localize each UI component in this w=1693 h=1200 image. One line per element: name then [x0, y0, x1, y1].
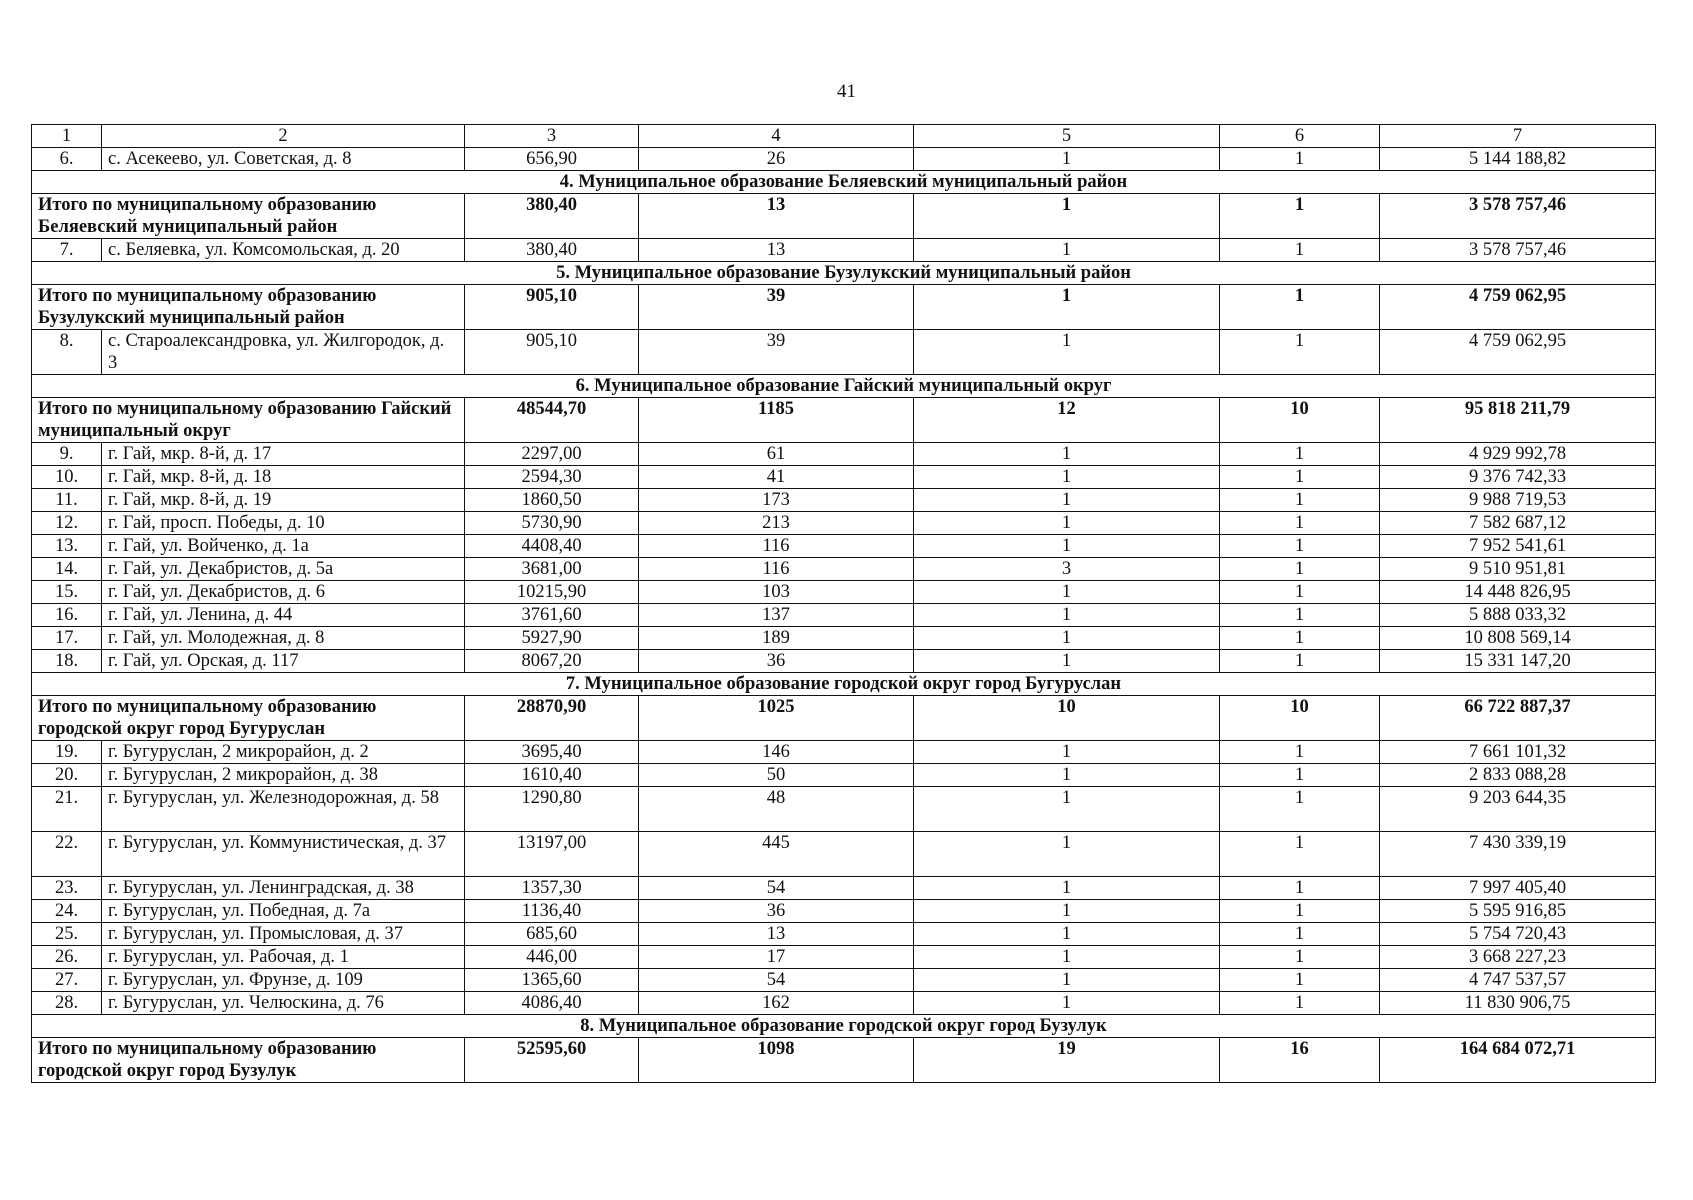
count-col4: 162 [639, 992, 914, 1015]
table-row [32, 900, 1656, 923]
area-value: 5927,90 [465, 627, 639, 650]
area-value: 10215,90 [465, 581, 639, 604]
table-row [32, 627, 1656, 650]
section-heading: 8. Муниципальное образование городской округ город Бузулук [32, 1015, 1656, 1038]
address: г. Бугуруслан, 2 микрорайон, д. 38 [102, 764, 465, 787]
count-col6: 1 [1220, 650, 1380, 673]
total-count-col6: 1 [1220, 285, 1380, 330]
table-row [32, 558, 1656, 581]
area-value: 3695,40 [465, 741, 639, 764]
cost-value: 5 754 720,43 [1380, 923, 1656, 946]
cost-value: 9 510 951,81 [1380, 558, 1656, 581]
row-number: 11. [32, 489, 102, 512]
address: г. Гай, ул. Ленина, д. 44 [102, 604, 465, 627]
table-row [32, 512, 1656, 535]
column-number: 4 [639, 125, 914, 148]
count-col5: 1 [914, 512, 1220, 535]
area-value: 905,10 [465, 330, 639, 375]
row-number: 21. [32, 787, 102, 832]
row-number: 23. [32, 877, 102, 900]
table-row [32, 787, 1656, 832]
area-value: 2297,00 [465, 443, 639, 466]
area-value: 380,40 [465, 239, 639, 262]
count-col5: 3 [914, 558, 1220, 581]
cost-value: 5 144 188,82 [1380, 148, 1656, 171]
address: г. Бугуруслан, ул. Ленинградская, д. 38 [102, 877, 465, 900]
count-col4: 213 [639, 512, 914, 535]
area-value: 3681,00 [465, 558, 639, 581]
count-col5: 1 [914, 787, 1220, 832]
column-number: 1 [32, 125, 102, 148]
count-col4: 39 [639, 330, 914, 375]
address: г. Гай, ул. Декабристов, д. 6 [102, 581, 465, 604]
table-row [32, 239, 1656, 262]
table-row [32, 650, 1656, 673]
row-number: 17. [32, 627, 102, 650]
address: г. Бугуруслан, ул. Челюскина, д. 76 [102, 992, 465, 1015]
row-number: 22. [32, 832, 102, 877]
total-count-col6: 1 [1220, 194, 1380, 239]
count-col6: 1 [1220, 466, 1380, 489]
count-col4: 13 [639, 923, 914, 946]
row-number: 12. [32, 512, 102, 535]
table-row [32, 604, 1656, 627]
count-col6: 1 [1220, 489, 1380, 512]
address: г. Гай, мкр. 8-й, д. 19 [102, 489, 465, 512]
count-col6: 1 [1220, 787, 1380, 832]
row-number: 26. [32, 946, 102, 969]
column-number: 2 [102, 125, 465, 148]
count-col6: 1 [1220, 148, 1380, 171]
total-count-col4: 1185 [639, 398, 914, 443]
address: г. Бугуруслан, ул. Коммунистическая, д. 37 [102, 832, 465, 877]
area-value: 1136,40 [465, 900, 639, 923]
total-area: 905,10 [465, 285, 639, 330]
column-number: 6 [1220, 125, 1380, 148]
area-value: 1860,50 [465, 489, 639, 512]
total-count-col5: 1 [914, 285, 1220, 330]
total-count-col5: 10 [914, 696, 1220, 741]
address: с. Асекеево, ул. Советская, д. 8 [102, 148, 465, 171]
total-count-col4: 1098 [639, 1038, 914, 1083]
count-col4: 189 [639, 627, 914, 650]
column-number: 3 [465, 125, 639, 148]
row-number: 28. [32, 992, 102, 1015]
count-col6: 1 [1220, 992, 1380, 1015]
total-label: Итого по муниципальному образованию Бузулукский муниципальный район [32, 285, 465, 330]
total-count-col6: 10 [1220, 696, 1380, 741]
total-row [32, 696, 1656, 741]
table-row [32, 489, 1656, 512]
area-value: 1610,40 [465, 764, 639, 787]
count-col5: 1 [914, 581, 1220, 604]
row-number: 15. [32, 581, 102, 604]
column-number-row [32, 125, 1656, 148]
count-col5: 1 [914, 627, 1220, 650]
total-row [32, 1038, 1656, 1083]
address: г. Бугуруслан, ул. Победная, д. 7а [102, 900, 465, 923]
count-col4: 146 [639, 741, 914, 764]
count-col6: 1 [1220, 627, 1380, 650]
total-row [32, 398, 1656, 443]
table-row [32, 330, 1656, 375]
total-cost: 66 722 887,37 [1380, 696, 1656, 741]
address: г. Гай, ул. Войченко, д. 1а [102, 535, 465, 558]
total-count-col4: 13 [639, 194, 914, 239]
area-value: 685,60 [465, 923, 639, 946]
count-col6: 1 [1220, 923, 1380, 946]
table-row [32, 992, 1656, 1015]
row-number: 25. [32, 923, 102, 946]
total-count-col5: 19 [914, 1038, 1220, 1083]
total-label: Итого по муниципальному образованию городской округ город Бугуруслан [32, 696, 465, 741]
count-col4: 26 [639, 148, 914, 171]
cost-value: 2 833 088,28 [1380, 764, 1656, 787]
row-number: 8. [32, 330, 102, 375]
count-col4: 17 [639, 946, 914, 969]
address: г. Гай, мкр. 8-й, д. 17 [102, 443, 465, 466]
table-row [32, 969, 1656, 992]
count-col5: 1 [914, 832, 1220, 877]
table-row [32, 923, 1656, 946]
total-label: Итого по муниципальному образованию городской округ город Бузулук [32, 1038, 465, 1083]
total-cost: 3 578 757,46 [1380, 194, 1656, 239]
row-number: 24. [32, 900, 102, 923]
count-col6: 1 [1220, 581, 1380, 604]
count-col4: 41 [639, 466, 914, 489]
count-col5: 1 [914, 900, 1220, 923]
area-value: 1290,80 [465, 787, 639, 832]
page-number: 41 [837, 81, 856, 102]
section-heading: 4. Муниципальное образование Беляевский муниципальный район [32, 171, 1656, 194]
table-row [32, 581, 1656, 604]
section-heading: 5. Муниципальное образование Бузулукский муниципальный район [32, 262, 1656, 285]
area-value: 1357,30 [465, 877, 639, 900]
cost-value: 4 747 537,57 [1380, 969, 1656, 992]
count-col6: 1 [1220, 946, 1380, 969]
area-value: 2594,30 [465, 466, 639, 489]
cost-value: 7 997 405,40 [1380, 877, 1656, 900]
area-value: 656,90 [465, 148, 639, 171]
cost-value: 9 203 644,35 [1380, 787, 1656, 832]
area-value: 5730,90 [465, 512, 639, 535]
table-row [32, 946, 1656, 969]
total-count-col4: 39 [639, 285, 914, 330]
row-number: 14. [32, 558, 102, 581]
count-col4: 103 [639, 581, 914, 604]
section-heading-row [32, 673, 1656, 696]
total-count-col4: 1025 [639, 696, 914, 741]
address: г. Бугуруслан, ул. Фрунзе, д. 109 [102, 969, 465, 992]
total-cost: 164 684 072,71 [1380, 1038, 1656, 1083]
address: с. Беляевка, ул. Комсомольская, д. 20 [102, 239, 465, 262]
area-value: 13197,00 [465, 832, 639, 877]
count-col4: 137 [639, 604, 914, 627]
total-count-col5: 1 [914, 194, 1220, 239]
area-value: 1365,60 [465, 969, 639, 992]
total-cost: 4 759 062,95 [1380, 285, 1656, 330]
cost-value: 9 376 742,33 [1380, 466, 1656, 489]
count-col5: 1 [914, 604, 1220, 627]
count-col5: 1 [914, 969, 1220, 992]
count-col5: 1 [914, 443, 1220, 466]
count-col4: 48 [639, 787, 914, 832]
total-cost: 95 818 211,79 [1380, 398, 1656, 443]
count-col5: 1 [914, 877, 1220, 900]
table-row [32, 466, 1656, 489]
count-col4: 445 [639, 832, 914, 877]
count-col4: 173 [639, 489, 914, 512]
total-row [32, 194, 1656, 239]
cost-value: 7 582 687,12 [1380, 512, 1656, 535]
address: г. Бугуруслан, ул. Промысловая, д. 37 [102, 923, 465, 946]
section-heading: 6. Муниципальное образование Гайский муниципальный округ [32, 375, 1656, 398]
table-row [32, 443, 1656, 466]
row-number: 27. [32, 969, 102, 992]
cost-value: 11 830 906,75 [1380, 992, 1656, 1015]
cost-value: 7 430 339,19 [1380, 832, 1656, 877]
count-col4: 36 [639, 650, 914, 673]
cost-value: 7 661 101,32 [1380, 741, 1656, 764]
area-value: 4408,40 [465, 535, 639, 558]
cost-value: 3 578 757,46 [1380, 239, 1656, 262]
section-heading-row [32, 262, 1656, 285]
table-row [32, 535, 1656, 558]
address: г. Бугуруслан, 2 микрорайон, д. 2 [102, 741, 465, 764]
cost-value: 10 808 569,14 [1380, 627, 1656, 650]
count-col6: 1 [1220, 832, 1380, 877]
count-col4: 54 [639, 969, 914, 992]
total-area: 380,40 [465, 194, 639, 239]
cost-value: 4 759 062,95 [1380, 330, 1656, 375]
row-number: 19. [32, 741, 102, 764]
section-heading: 7. Муниципальное образование городской округ город Бугуруслан [32, 673, 1656, 696]
cost-value: 7 952 541,61 [1380, 535, 1656, 558]
count-col6: 1 [1220, 877, 1380, 900]
count-col4: 13 [639, 239, 914, 262]
count-col4: 61 [639, 443, 914, 466]
column-number: 7 [1380, 125, 1656, 148]
row-number: 10. [32, 466, 102, 489]
address: г. Гай, мкр. 8-й, д. 18 [102, 466, 465, 489]
total-area: 52595,60 [465, 1038, 639, 1083]
total-row [32, 285, 1656, 330]
area-value: 446,00 [465, 946, 639, 969]
section-heading-row [32, 171, 1656, 194]
count-col4: 116 [639, 535, 914, 558]
total-count-col5: 12 [914, 398, 1220, 443]
row-number: 9. [32, 443, 102, 466]
cost-value: 3 668 227,23 [1380, 946, 1656, 969]
address: г. Бугуруслан, ул. Рабочая, д. 1 [102, 946, 465, 969]
count-col4: 36 [639, 900, 914, 923]
count-col6: 1 [1220, 239, 1380, 262]
row-number: 18. [32, 650, 102, 673]
section-heading-row [32, 375, 1656, 398]
count-col6: 1 [1220, 741, 1380, 764]
row-number: 16. [32, 604, 102, 627]
row-number: 6. [32, 148, 102, 171]
count-col6: 1 [1220, 443, 1380, 466]
table-body [32, 125, 1656, 1083]
count-col5: 1 [914, 650, 1220, 673]
row-number: 20. [32, 764, 102, 787]
count-col6: 1 [1220, 535, 1380, 558]
total-label: Итого по муниципальному образованию Беляевский муниципальный район [32, 194, 465, 239]
address: г. Гай, ул. Молодежная, д. 8 [102, 627, 465, 650]
housing-table [31, 124, 1656, 1083]
count-col6: 1 [1220, 558, 1380, 581]
cost-value: 4 929 992,78 [1380, 443, 1656, 466]
count-col5: 1 [914, 535, 1220, 558]
count-col5: 1 [914, 923, 1220, 946]
table-row [32, 832, 1656, 877]
row-number: 13. [32, 535, 102, 558]
address: г. Бугуруслан, ул. Железнодорожная, д. 58 [102, 787, 465, 832]
count-col6: 1 [1220, 900, 1380, 923]
total-label: Итого по муниципальному образованию Гайский муниципальный округ [32, 398, 465, 443]
address: г. Гай, ул. Орская, д. 117 [102, 650, 465, 673]
count-col5: 1 [914, 466, 1220, 489]
count-col5: 1 [914, 946, 1220, 969]
count-col5: 1 [914, 741, 1220, 764]
area-value: 8067,20 [465, 650, 639, 673]
cost-value: 5 888 033,32 [1380, 604, 1656, 627]
count-col5: 1 [914, 764, 1220, 787]
address: г. Гай, просп. Победы, д. 10 [102, 512, 465, 535]
cost-value: 9 988 719,53 [1380, 489, 1656, 512]
count-col4: 116 [639, 558, 914, 581]
total-area: 48544,70 [465, 398, 639, 443]
cost-value: 14 448 826,95 [1380, 581, 1656, 604]
section-heading-row [32, 1015, 1656, 1038]
count-col6: 1 [1220, 764, 1380, 787]
count-col5: 1 [914, 992, 1220, 1015]
address: с. Староалександровка, ул. Жилгородок, д. 3 [102, 330, 465, 375]
column-number: 5 [914, 125, 1220, 148]
count-col5: 1 [914, 148, 1220, 171]
count-col5: 1 [914, 489, 1220, 512]
area-value: 3761,60 [465, 604, 639, 627]
total-area: 28870,90 [465, 696, 639, 741]
total-count-col6: 10 [1220, 398, 1380, 443]
row-number: 7. [32, 239, 102, 262]
table-row [32, 764, 1656, 787]
table-row [32, 148, 1656, 171]
count-col5: 1 [914, 330, 1220, 375]
total-count-col6: 16 [1220, 1038, 1380, 1083]
count-col6: 1 [1220, 969, 1380, 992]
address: г. Гай, ул. Декабристов, д. 5а [102, 558, 465, 581]
cost-value: 15 331 147,20 [1380, 650, 1656, 673]
table-row [32, 741, 1656, 764]
table-row [32, 877, 1656, 900]
count-col5: 1 [914, 239, 1220, 262]
count-col6: 1 [1220, 512, 1380, 535]
count-col4: 50 [639, 764, 914, 787]
count-col6: 1 [1220, 330, 1380, 375]
count-col4: 54 [639, 877, 914, 900]
count-col6: 1 [1220, 604, 1380, 627]
area-value: 4086,40 [465, 992, 639, 1015]
cost-value: 5 595 916,85 [1380, 900, 1656, 923]
